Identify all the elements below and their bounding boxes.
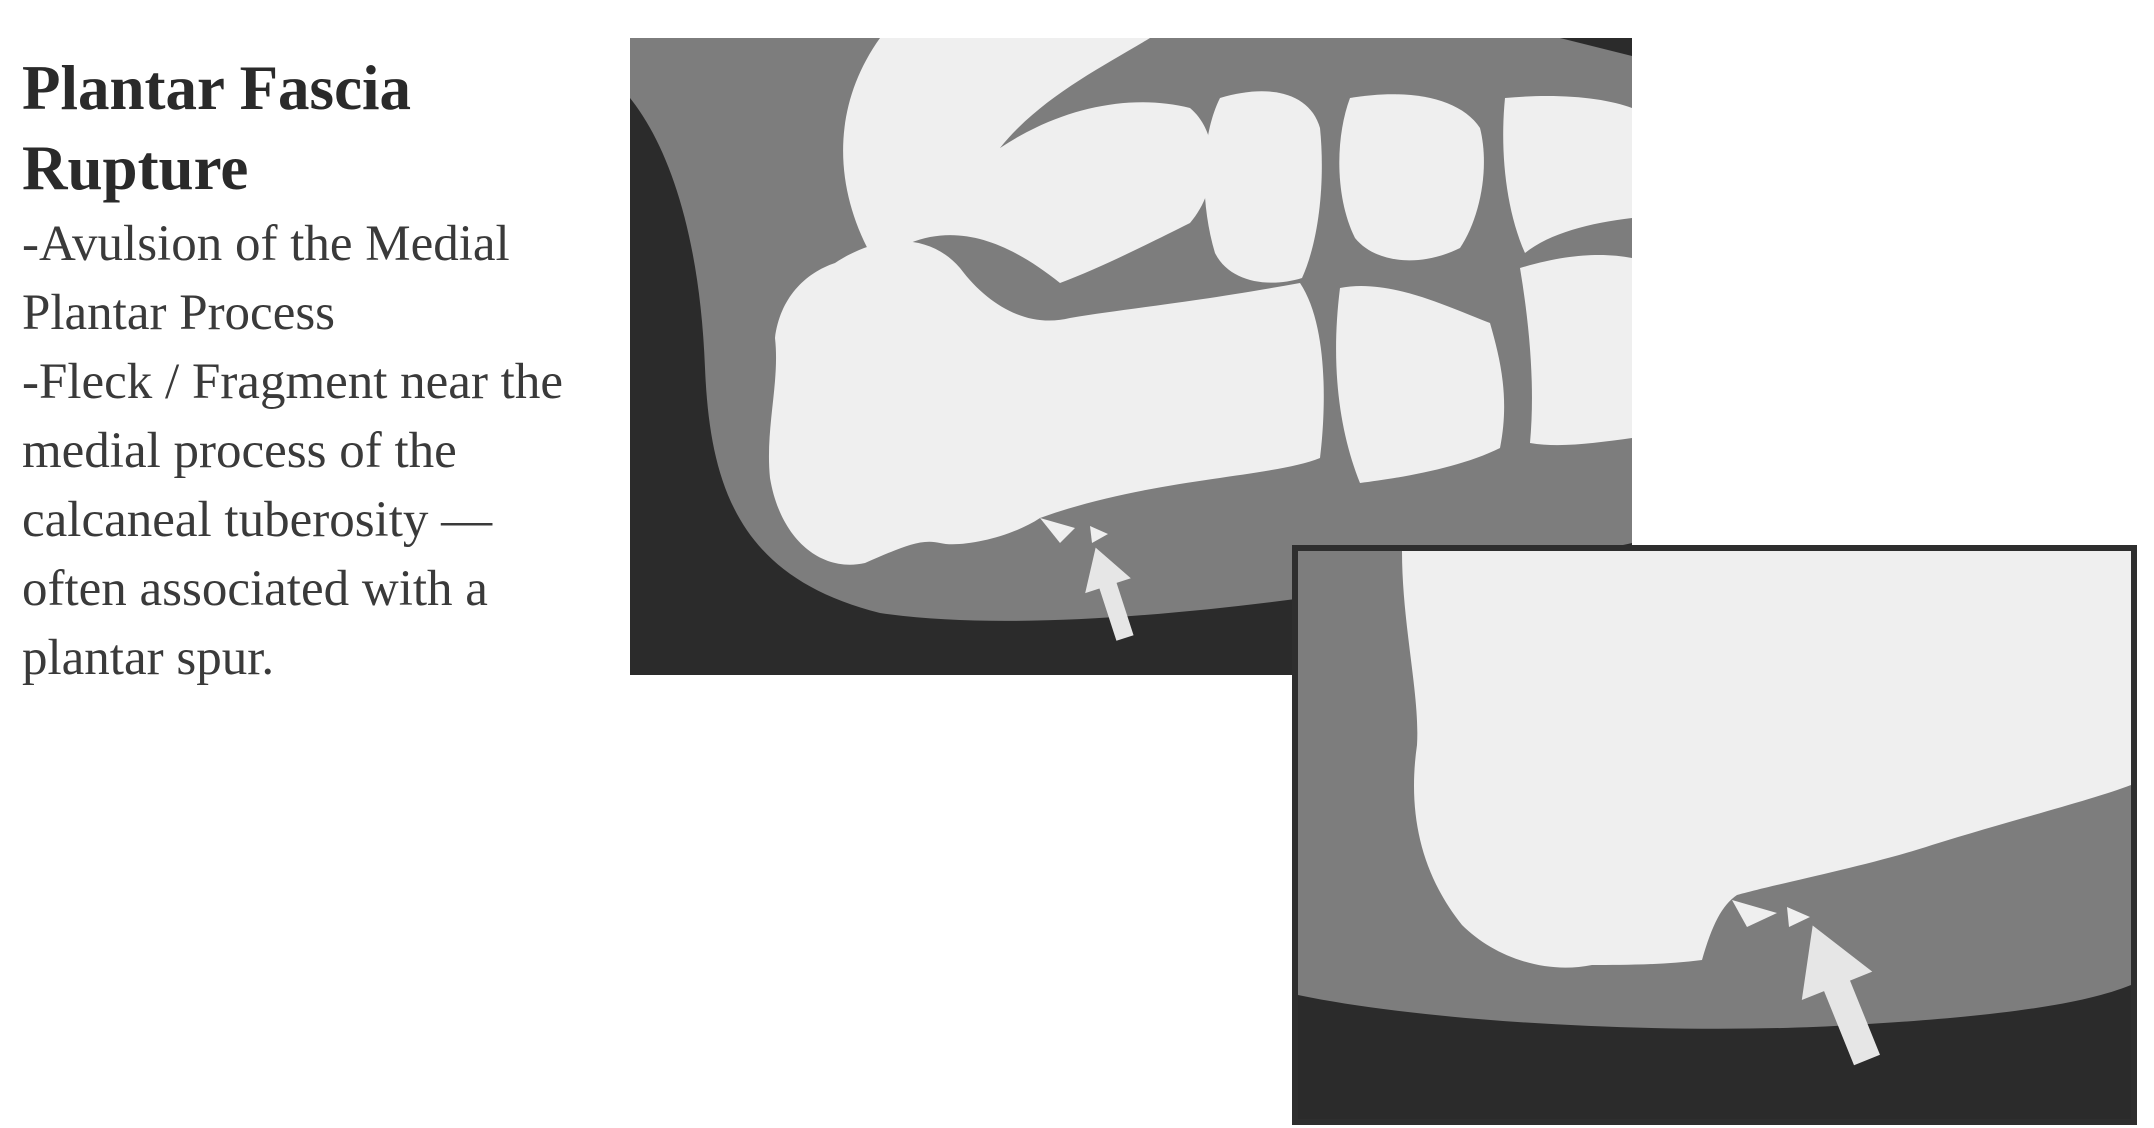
description-line-1: -Avulsion of the Medial — [22, 216, 510, 272]
navicular-bone — [1204, 91, 1322, 282]
description-line-4: medial process of the — [22, 423, 457, 479]
inset-zoom-diagram — [1292, 545, 2137, 1125]
description-line-7: plantar spur. — [22, 630, 275, 686]
caption-block — [22, 48, 622, 693]
page-title: Plantar Fascia Rupture — [22, 53, 412, 203]
description-line-6: often associated with a — [22, 561, 488, 617]
cuneiform-bone — [1339, 94, 1484, 260]
metatarsal-bone-lower — [1520, 255, 1632, 445]
description-line-3: -Fleck / Fragment near the — [22, 354, 563, 410]
description-line-2: Plantar Process — [22, 285, 336, 341]
description-line-5: calcaneal tuberosity — — [22, 492, 493, 548]
description — [22, 210, 622, 693]
